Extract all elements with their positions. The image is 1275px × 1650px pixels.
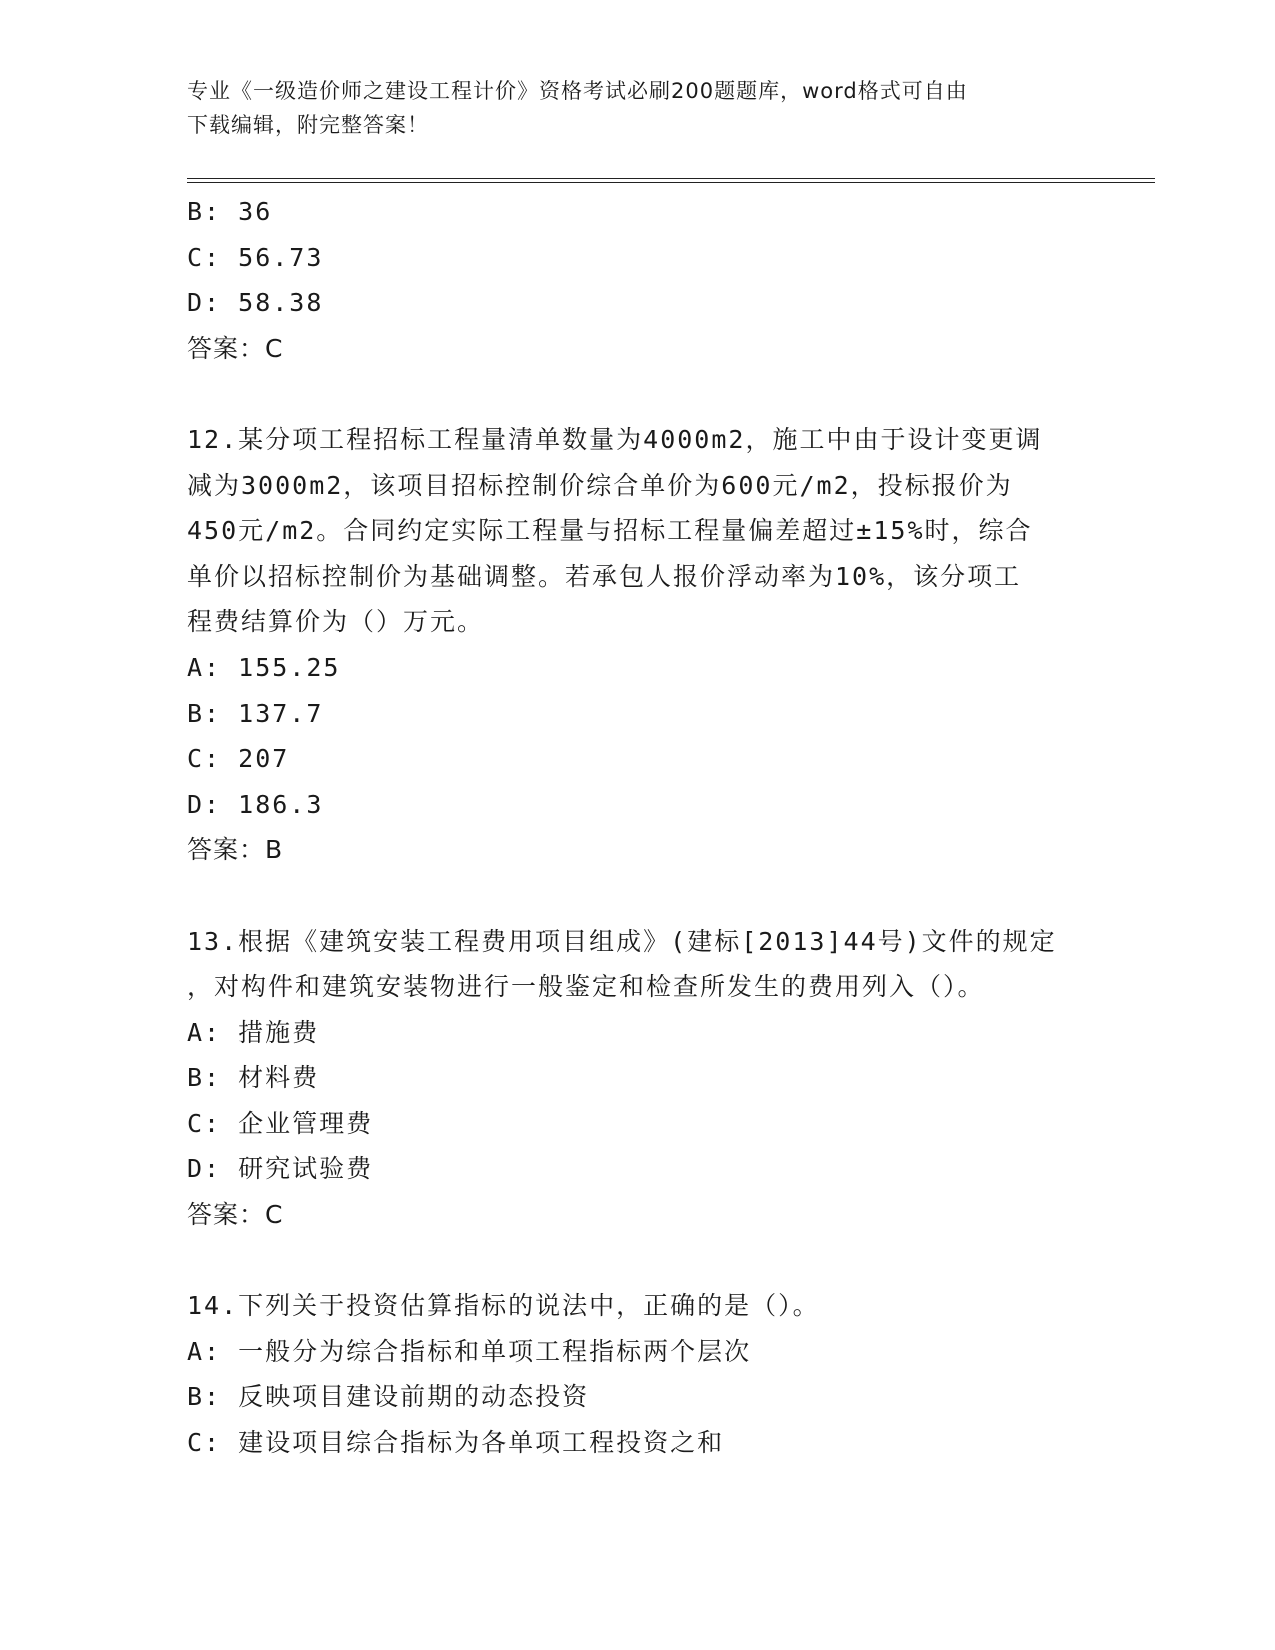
question-14 [187, 1283, 1087, 1465]
question-stem-line: 13.根据《建筑安装工程费用项目组成》(建标[2013]44号)文件的规定 [187, 926, 1057, 956]
question-stem-line: 单价以招标控制价为基础调整。若承包人报价浮动率为10%，该分项工 [187, 561, 1022, 591]
question-stem-line: ，对构件和建筑安装物进行一般鉴定和检查所发生的费用列入（）。 [187, 972, 985, 1002]
option-b: B: 137.7 [187, 698, 324, 728]
answer: 答案：B [187, 835, 284, 865]
question-stem-line: 减为3000m2，该项目招标控制价综合单价为600元/m2，投标报价为 [187, 470, 1013, 500]
header-line-2: 下载编辑，附完整答案！ [187, 113, 429, 137]
document-header [187, 74, 1087, 142]
spacer [187, 371, 1087, 417]
question-stem-line: 450元/m2。合同约定实际工程量与招标工程量偏差超过±15%时，综合 [187, 516, 1033, 546]
question-stem-line: 程费结算价为（）万元。 [187, 607, 485, 637]
option-a: A: 措施费 [187, 1017, 320, 1047]
question-13 [187, 919, 1087, 1238]
option-b: B: 36 [187, 197, 273, 226]
option-c: C: 56.73 [187, 242, 324, 272]
option-c: C: 企业管理费 [187, 1108, 374, 1138]
answer: 答案：C [187, 1200, 284, 1230]
question-list [187, 189, 1087, 1466]
option-a: A: 155.25 [187, 652, 341, 682]
option-b: B: 材料费 [187, 1063, 320, 1093]
option-d: D: 58.38 [187, 288, 324, 318]
question-11-tail [187, 189, 1087, 371]
option-c: C: 建设项目综合指标为各单项工程投资之和 [187, 1428, 725, 1458]
question-stem-line: 14.下列关于投资估算指标的说法中，正确的是（）。 [187, 1291, 820, 1321]
option-d: D: 研究试验费 [187, 1154, 374, 1184]
option-b: B: 反映项目建设前期的动态投资 [187, 1382, 590, 1412]
option-c: C: 207 [187, 744, 290, 774]
header-line-1: 专业《一级造价师之建设工程计价》资格考试必刷200题题库，word格式可自由 [187, 79, 968, 103]
spacer [187, 873, 1087, 919]
question-12 [187, 417, 1087, 873]
option-a: A: 一般分为综合指标和单项工程指标两个层次 [187, 1336, 752, 1366]
header-divider [187, 178, 1155, 183]
answer: 答案：C [187, 333, 284, 363]
question-stem-line: 12.某分项工程招标工程量清单数量为4000m2，施工中由于设计变更调 [187, 424, 1043, 454]
option-d: D: 186.3 [187, 789, 324, 819]
spacer [187, 1238, 1087, 1284]
